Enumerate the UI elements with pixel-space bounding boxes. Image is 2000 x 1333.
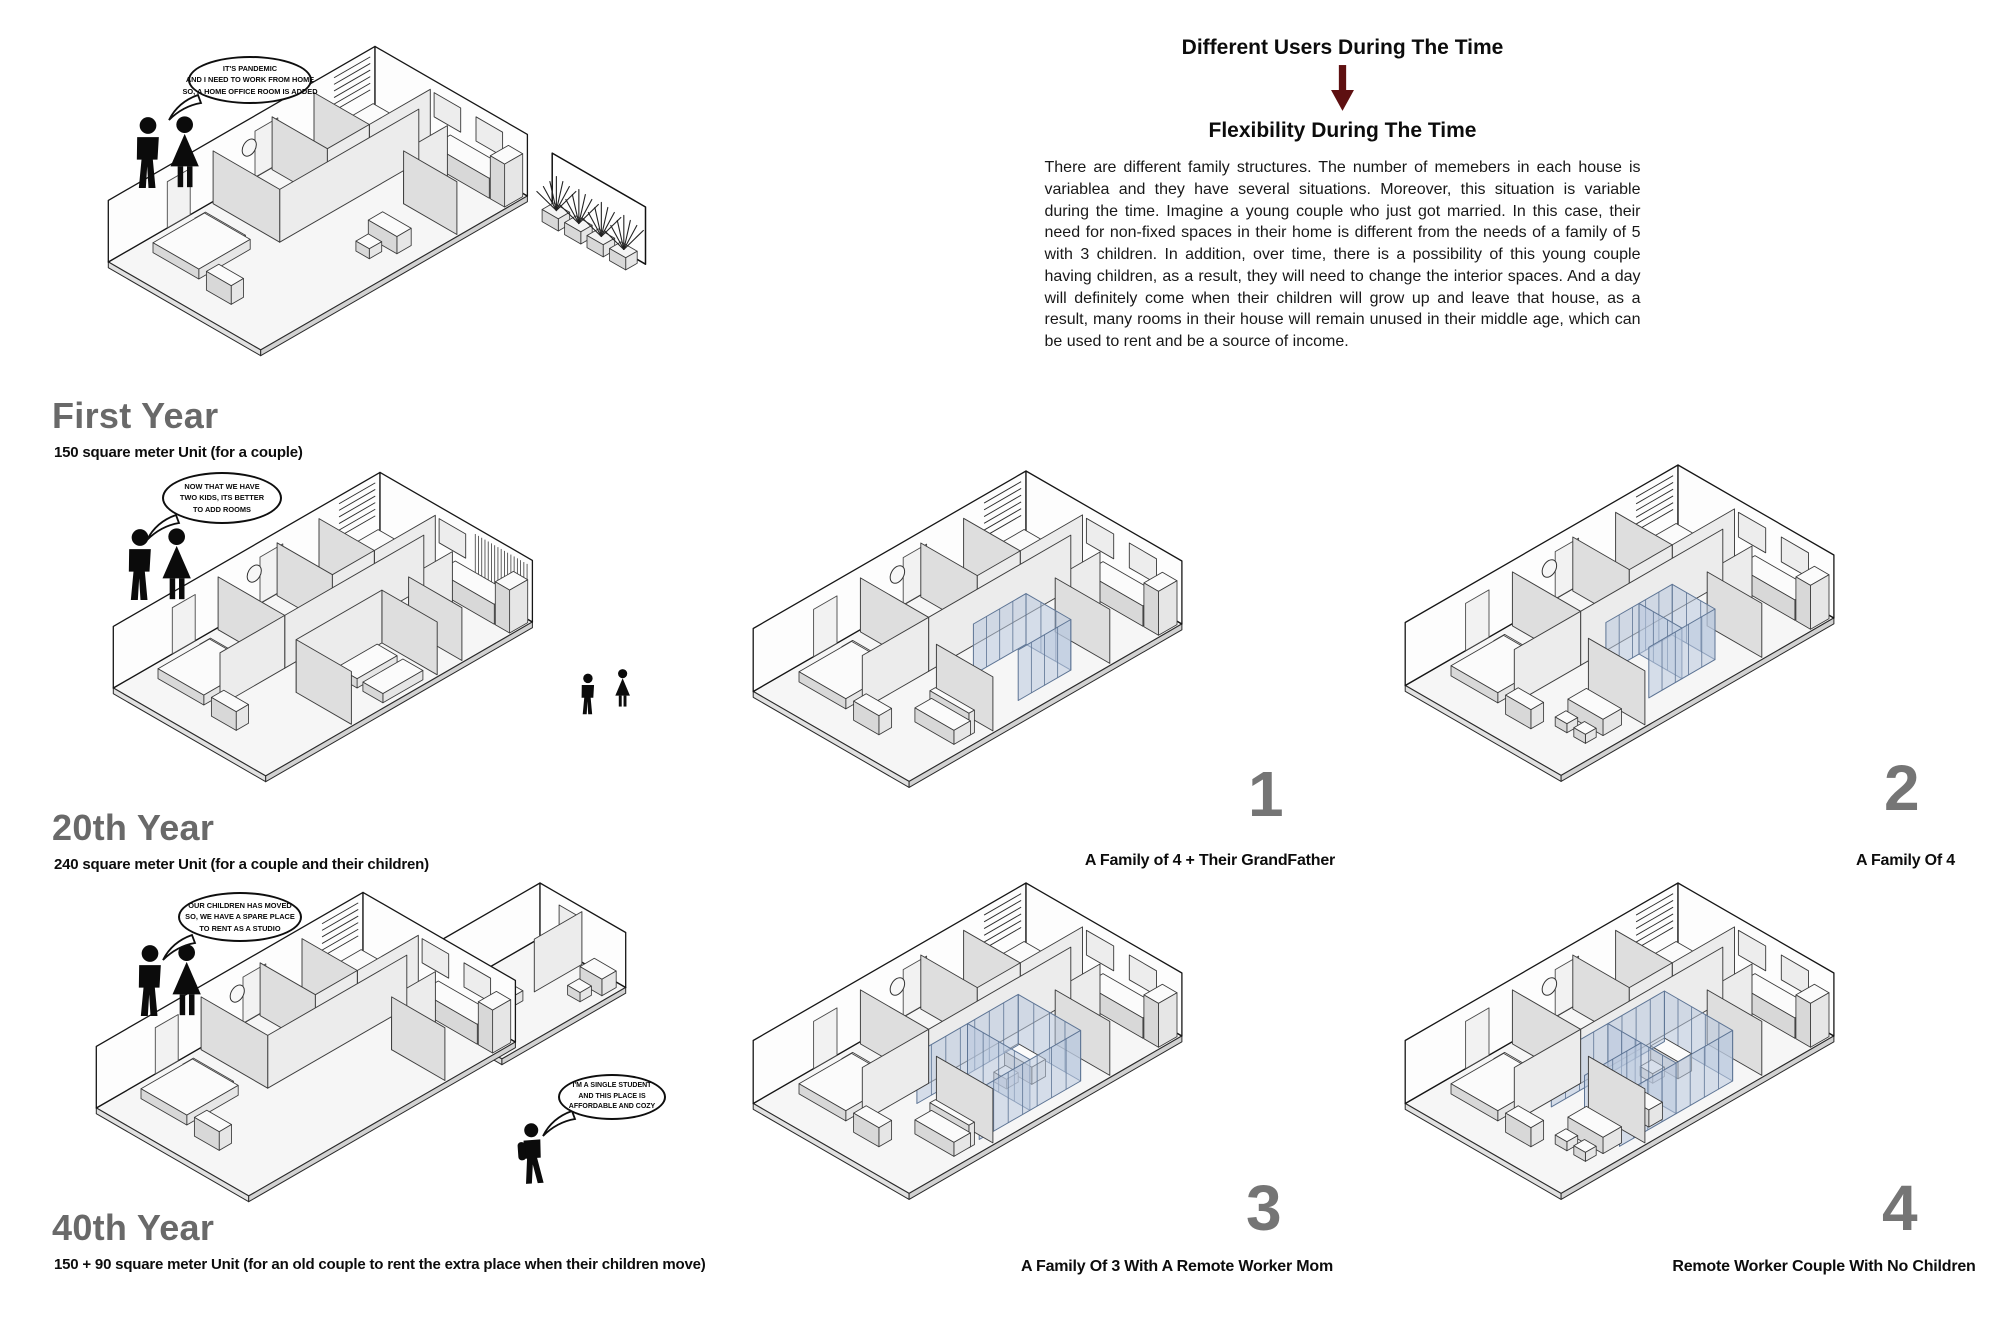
unit-drawing-scenario-1 [726,468,1304,818]
scenario-caption-2: A Family Of 4 [1855,852,1955,869]
bubble-line: AND I NEED TO WORK FROM HOME [185,75,315,85]
down-arrow-icon [1330,65,1355,113]
scenario-number-2: 2 [1884,752,1920,824]
scenario-caption-1: A Family of 4 + Their GrandFather [1084,852,1336,869]
unit-drawing-scenario-4 [1378,880,1956,1230]
bubble-line: AND THIS PLACE IS [578,1092,646,1100]
bubble-line: TO ADD ROOMS [193,504,251,514]
bubble-line: SO, WE HAVE A SPARE PLACE [185,912,295,922]
bubble-line: NOW THAT WE HAVE [184,481,260,491]
stage-subtitle-40th-year: 150 + 90 square meter Unit (for an old couple to rent the extra place when their children move) [54,1256,706,1273]
header-paragraph: There are different family structures. The number of memebers in each house is variablea and they have several situations. Moreover, this situation is variable during the time. Imagine a young couple who just got married. In this case, their need for non-fixed spaces in their home is different from the needs of a family of 5 with 3 children. In addition, over time, there is a possibility of this young couple having children, as a result, they will need to change the interior spaces. And a day will definitely come when their children will grow up and leave that house, as a result, many rooms in their house will remain unused in their middle age, which can be used to rent and be a source of income. [1044,159,1641,350]
header-title-top: Different Users During The Time [1181,36,1504,59]
stage-subtitle-first-year: 150 square meter Unit (for a couple) [54,444,303,461]
stage-title-40th-year: 40th Year [52,1207,215,1248]
speech-bubble-40th-year [178,892,302,942]
speech-bubble-tail [542,1110,578,1140]
children-icon [576,662,640,724]
unit-drawing-first-year [85,40,665,390]
bubble-line: TWO KIDS, ITS BETTER [179,493,265,503]
bubble-line: IT'S PANDEMIC [222,63,278,73]
scenario-number-3: 3 [1246,1172,1282,1244]
speech-bubble-student [558,1074,666,1120]
speech-bubble-tail [168,94,204,124]
header-title-bottom: Flexibility During The Time [1208,119,1477,142]
couple-icon [128,116,208,190]
unit-drawing-40th-year [88,880,658,1225]
scenario-caption-3: A Family Of 3 With A Remote Worker Mom [1020,1258,1333,1275]
bubble-line: I'M A SINGLE STUDENT [572,1081,652,1089]
stage-title-first-year: First Year [52,395,219,436]
arrow-shaft [1339,65,1346,92]
bubble-line: TO RENT AS A STUDIO [199,923,281,933]
header-block [1020,36,1665,353]
stage-subtitle-20th-year: 240 square meter Unit (for a couple and their children) [54,856,429,873]
speech-bubble-20th-year [162,472,282,524]
bubble-line: OUR CHILDREN HAS MOVED [188,900,292,910]
bubble-line: SO, A HOME OFFICE ROOM IS ADDED [182,86,318,96]
unit-drawing-scenario-2 [1378,462,1956,812]
unit-drawing-scenario-3 [726,880,1304,1230]
arrow-head [1331,90,1354,111]
speech-bubble-tail [146,514,182,544]
scenario-number-1: 1 [1248,758,1284,830]
scenario-number-4: 4 [1882,1172,1918,1244]
bubble-line: AFFORDABLE AND COZY [568,1103,656,1111]
speech-bubble-first-year [182,56,318,104]
speech-bubble-tail [162,934,198,964]
stage-title-20th-year: 20th Year [52,807,215,848]
scenario-caption-4: Remote Worker Couple With No Children [1672,1258,1976,1275]
